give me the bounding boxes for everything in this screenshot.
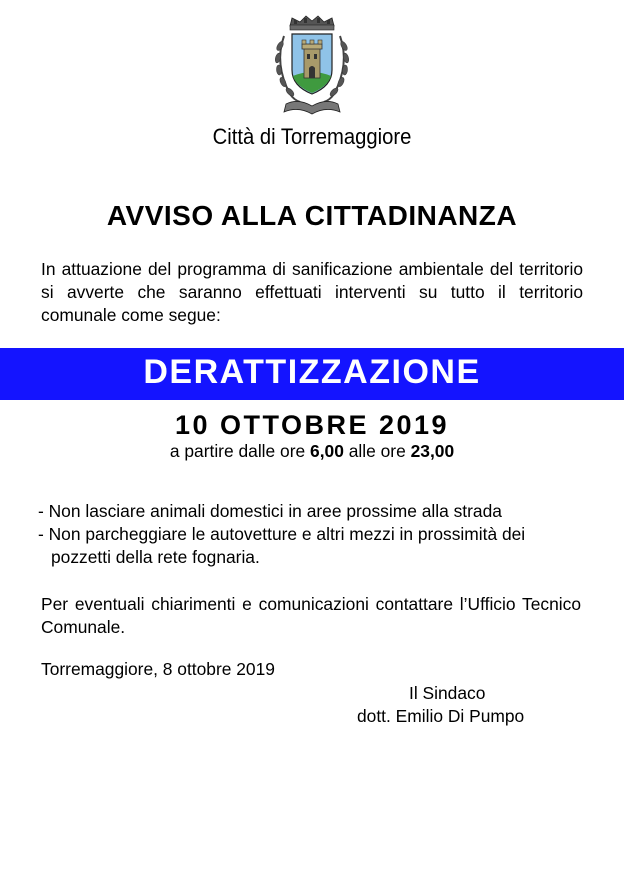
intro-paragraph: In attuazione del programma di sanificazione ambientale del territorio si avverte che saranno effettuati interventi su tutto il territorio comunale come segue:: [41, 259, 583, 325]
rules-list: [38, 500, 588, 569]
rule-item: - Non parcheggiare le autovetture e altri mezzi in prossimità dei pozzetti della rete fognaria.: [38, 524, 526, 567]
shield-icon: [292, 34, 332, 94]
time-end: 23,00: [410, 441, 455, 461]
time-middle: alle ore: [348, 441, 406, 461]
signer-title: Il Sindaco: [409, 683, 486, 703]
notice-title: AVVISO ALLA CITTADINANZA: [106, 200, 518, 231]
place-date: Torremaggiore, 8 ottobre 2019: [41, 659, 275, 679]
event-date: 10 OTTOBRE 2019: [174, 410, 450, 440]
rule-item: - Non lasciare animali domestici in aree prossime alla strada: [38, 501, 502, 521]
signer-name: dott. Emilio Di Pumpo: [357, 706, 525, 726]
ribbon-icon: [284, 101, 340, 114]
crown-icon: [290, 16, 334, 30]
city-coat-of-arms: [268, 14, 356, 118]
event-time: [0, 441, 624, 462]
contact-paragraph: Per eventuali chiarimenti e comunicazioni contattare l’Ufficio Tecnico Comunale.: [41, 594, 581, 637]
city-name: Città di Torremaggiore: [212, 124, 412, 149]
time-prefix: a partire dalle ore: [169, 441, 306, 461]
banner-title: DERATTIZZAZIONE: [143, 353, 481, 391]
time-start: 6,00: [310, 441, 344, 461]
